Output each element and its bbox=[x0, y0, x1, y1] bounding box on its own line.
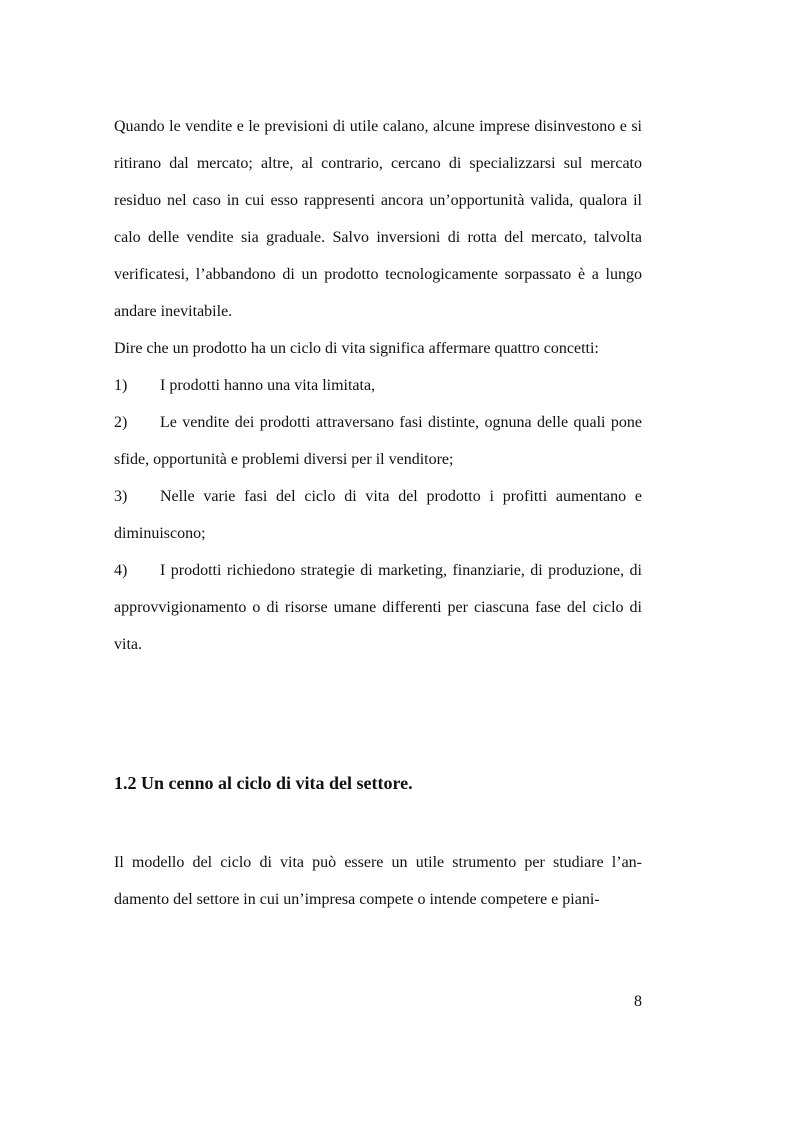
page-number: 8 bbox=[634, 993, 642, 1010]
list-text: Le vendite dei prodotti attraversano fasi distinte, ognuna delle quali pone sfide, opportunità e problemi diversi per il venditore; bbox=[114, 414, 642, 468]
body-paragraph: Quando le vendite e le previsioni di utile calano, alcune imprese disinvestono e si ritirano dal mercato; altre, al contrario, cercano di specializzarsi sul mercato residuo nel caso in cui esso rappresenti ancora un’opportunità valida, qualora il calo delle vendite sia graduale. Salvo inversioni di rotta del mercato, talvolta verificatesi, l’abbandono di un prodotto tecnologicamente sorpassato è a lungo andare inevitabile. bbox=[114, 118, 642, 320]
list-number: 3) bbox=[114, 488, 128, 505]
list-number: 1) bbox=[114, 377, 128, 394]
body-paragraph: Dire che un prodotto ha un ciclo di vita significa affermare quattro concetti: bbox=[114, 340, 599, 357]
list-item bbox=[114, 404, 642, 478]
list-text: Nelle varie fasi del ciclo di vita del prodotto i profitti aumentano e diminuiscono; bbox=[114, 488, 642, 542]
section-spacer bbox=[114, 663, 642, 765]
heading-spacer bbox=[114, 802, 642, 844]
list-text: I prodotti richiedono strategie di marketing, finanziarie, di produzione, di approvvigionamento o di risorse umane differenti per ciascuna fase del ciclo di vita. bbox=[114, 562, 642, 653]
list-number: 4) bbox=[114, 562, 128, 579]
body-paragraph: Il modello del ciclo di vita può essere un utile strumento per studiare l’an-damento del settore in cui un’impresa compete o intende competere e piani- bbox=[114, 854, 642, 908]
section-heading: 1.2 Un cenno al ciclo di vita del settore. bbox=[114, 773, 413, 793]
list-number: 2) bbox=[114, 414, 128, 431]
page-body bbox=[114, 108, 642, 918]
list-item bbox=[114, 478, 642, 552]
concepts-list bbox=[114, 367, 642, 663]
list-item bbox=[114, 552, 642, 663]
list-text: I prodotti hanno una vita limitata, bbox=[160, 377, 376, 394]
list-item bbox=[114, 367, 642, 404]
